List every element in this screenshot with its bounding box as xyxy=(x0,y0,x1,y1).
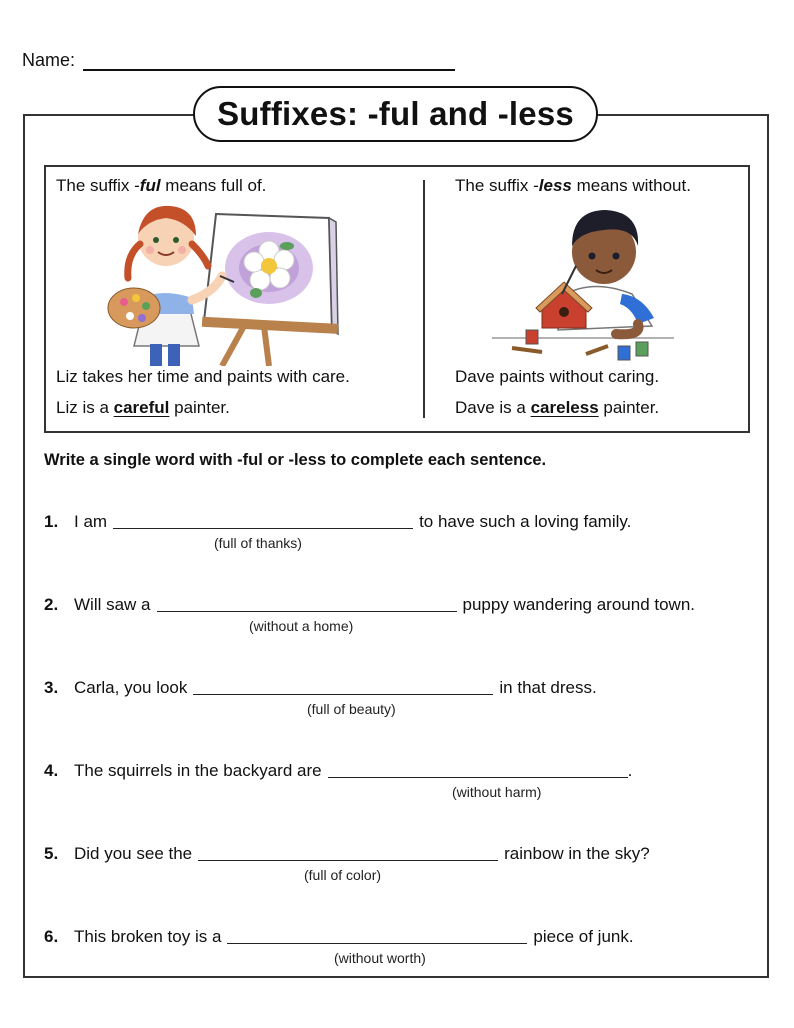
question-post: in that dress. xyxy=(499,678,597,697)
answer-blank-4[interactable] xyxy=(328,761,628,778)
page-title: Suffixes: -ful and -less xyxy=(193,86,598,142)
question-post: piece of junk. xyxy=(533,927,634,946)
hint-2: (without a home) xyxy=(249,618,354,634)
question-post: rainbow in the sky? xyxy=(504,844,650,863)
answer-blank-5[interactable] xyxy=(198,844,498,861)
question-post: to have such a loving family. xyxy=(419,512,632,531)
ful-sentence: Liz takes her time and paints with care. xyxy=(56,367,350,386)
question-pre: Will saw a xyxy=(74,595,151,614)
question-6 xyxy=(44,927,634,947)
less-intro xyxy=(455,176,691,196)
question-number: 4. xyxy=(44,761,59,780)
question-number: 2. xyxy=(44,595,59,614)
boy-painter-illustration xyxy=(492,196,674,366)
question-pre: The squirrels in the backyard are xyxy=(74,761,322,780)
question-4 xyxy=(44,761,632,781)
question-number: 5. xyxy=(44,844,59,863)
less-example-pre: Dave is a xyxy=(455,398,531,417)
question-number: 3. xyxy=(44,678,59,697)
answer-blank-6[interactable] xyxy=(227,927,527,944)
name-row xyxy=(22,50,455,71)
answer-blank-2[interactable] xyxy=(157,595,457,612)
question-pre: This broken toy is a xyxy=(74,927,222,946)
answer-blank-1[interactable] xyxy=(113,512,413,529)
ful-example xyxy=(56,398,230,418)
less-sentence: Dave paints without caring. xyxy=(455,367,660,386)
question-pre: I am xyxy=(74,512,108,531)
question-post: puppy wandering around town. xyxy=(462,595,696,614)
ful-example-post: painter. xyxy=(169,398,230,417)
question-pre: Carla, you look xyxy=(74,678,188,697)
less-intro-post: means without. xyxy=(571,176,691,195)
hint-5: (full of color) xyxy=(304,867,382,883)
question-3 xyxy=(44,678,597,698)
question-number: 6. xyxy=(44,927,59,946)
name-label: Name: xyxy=(22,50,76,70)
question-1 xyxy=(44,512,631,532)
question-2 xyxy=(44,595,695,615)
hint-3: (full of beauty) xyxy=(307,701,396,717)
panel-divider xyxy=(423,180,425,418)
girl-painter-illustration xyxy=(104,196,340,366)
less-example-word: careless xyxy=(530,398,599,417)
ful-intro-pre: The suffix - xyxy=(56,176,140,195)
ful-suffix: ful xyxy=(139,176,161,195)
name-field[interactable] xyxy=(83,51,455,71)
answer-blank-3[interactable] xyxy=(193,678,493,695)
question-5 xyxy=(44,844,650,864)
less-intro-pre: The suffix - xyxy=(455,176,539,195)
ful-intro xyxy=(56,176,266,196)
hint-1: (full of thanks) xyxy=(214,535,302,551)
less-suffix: less xyxy=(538,176,572,195)
ful-example-word: careful xyxy=(113,398,170,417)
question-pre: Did you see the xyxy=(74,844,193,863)
instructions: Write a single word with -ful or -less to complete each sentence. xyxy=(44,451,547,469)
hint-6: (without worth) xyxy=(334,950,426,966)
ful-intro-post: means full of. xyxy=(160,176,267,195)
question-number: 1. xyxy=(44,512,59,531)
hint-4: (without harm) xyxy=(452,784,542,800)
less-example-post: painter. xyxy=(598,398,660,417)
question-post: . xyxy=(627,761,633,780)
ful-example-pre: Liz is a xyxy=(56,398,114,417)
less-example xyxy=(455,398,659,418)
